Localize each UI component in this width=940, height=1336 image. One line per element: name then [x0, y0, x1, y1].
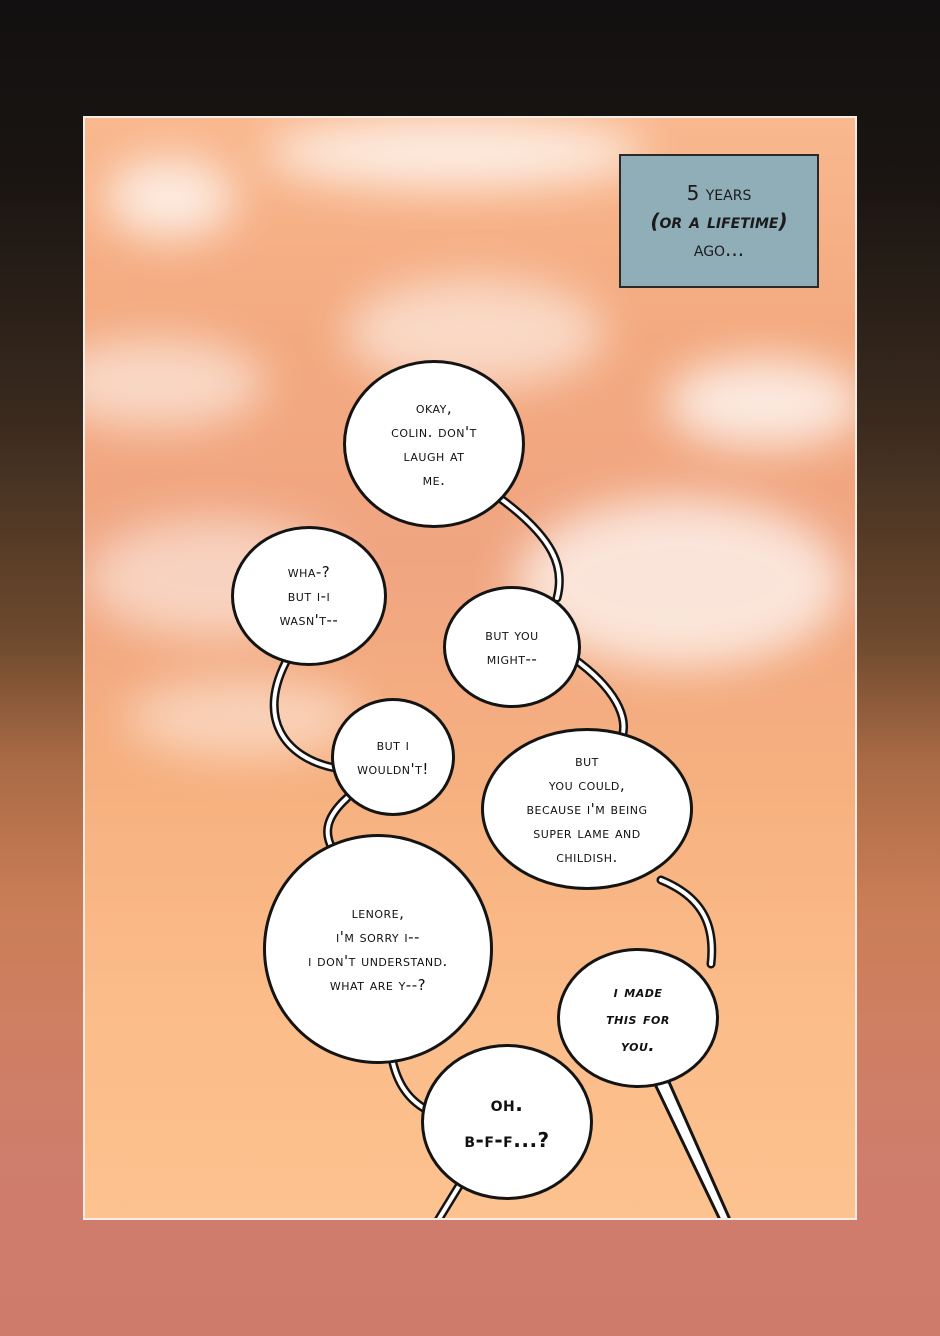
- speech-bubble-6: [263, 834, 493, 1064]
- bubble-text: okay, colin. don't laugh at me.: [391, 399, 477, 489]
- speech-tail-7: [653, 1080, 731, 1220]
- speech-bubble-8: [421, 1044, 593, 1200]
- speech-bubble-3: [443, 586, 581, 708]
- speech-bubble-4: [331, 698, 455, 816]
- bubble-text: but you could, because i'm being super lame and childish.: [526, 752, 648, 866]
- bubble-text: lenore, i'm sorry i-- i don't understand. what are y--?: [308, 904, 448, 994]
- speech-bubble-5: [481, 728, 693, 890]
- bubble-text: but i wouldn't!: [357, 736, 429, 778]
- bubble-text: but you might--: [485, 626, 539, 668]
- caption-line: 5 years: [686, 181, 752, 205]
- speech-bubble-2: [231, 526, 387, 666]
- bubble-text: wha-? but i-i wasn't--: [279, 563, 339, 629]
- speech-bubble-1: [343, 360, 525, 528]
- speech-bubble-7: [557, 948, 719, 1088]
- connector-2-4: [274, 658, 335, 768]
- comic-panel: [83, 116, 857, 1220]
- bubble-text: i made this for you.: [606, 981, 670, 1055]
- caption-line: ago...: [693, 237, 745, 261]
- caption-line: (or a lifetime): [650, 209, 788, 233]
- bubble-text: oh. b-f-f...?: [464, 1092, 550, 1152]
